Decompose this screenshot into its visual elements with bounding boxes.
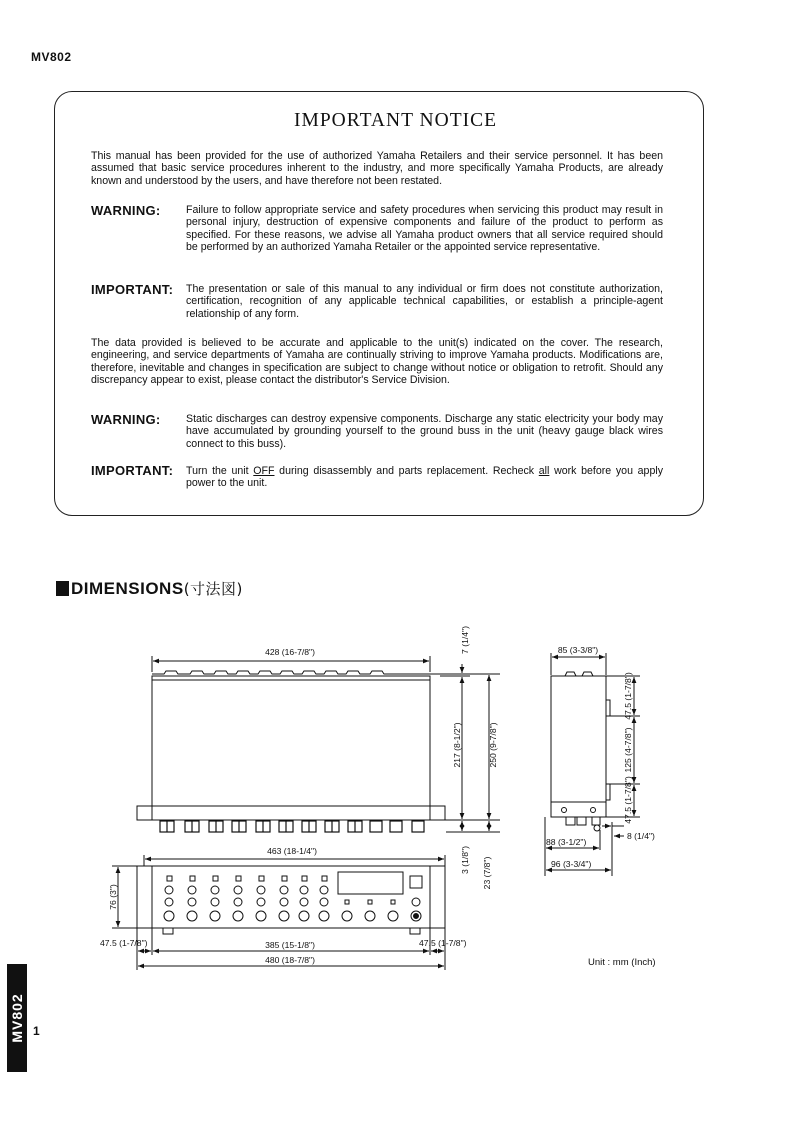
page-number: 1 bbox=[33, 1024, 40, 1038]
all-emphasis: all bbox=[538, 465, 550, 477]
notice-intro: This manual has been provided for the use of authorized Yamaha Retailers and their service personnel. It has been assumed that basic service procedures inherent to the industry, and more specifically Yamaha Products, are already known and understood by the users, and have therefore not been restated. bbox=[91, 150, 663, 187]
dim-side-top: 47.5 (1-7/8") bbox=[623, 672, 633, 720]
model-header: MV802 bbox=[31, 50, 72, 64]
dim-side-total: 96 (3-3/4") bbox=[551, 859, 592, 869]
unit-note: Unit : mm (Inch) bbox=[588, 957, 656, 968]
dim-knob-depth: 3 (1/8") bbox=[460, 846, 470, 874]
off-emphasis: OFF bbox=[253, 465, 275, 477]
dim-side-depth: 85 (3-3/8") bbox=[557, 645, 599, 655]
dim-total-depth: 250 (9-7/8") bbox=[488, 722, 498, 768]
dim-panel-height: 76 (3") bbox=[108, 884, 118, 910]
dim-ear-left: 47.5 (1-7/8") bbox=[100, 938, 148, 948]
warning1-text: Failure to follow appropriate service and safety procedures when servicing this product may result in personal injury, destruction of expensive components and failure of the product to perform as specified. For these reasons, we advise all Yamaha product owners that all service required should be performed by an authorized Yamaha Retailer or the appointed service representative. bbox=[186, 204, 663, 253]
important1-text: The presentation or sale of this manual to any individual or firm does not constitute authorization, certification, recognition of any applicable technical capabilities, or establish a principle-agent relationship of any form. bbox=[186, 283, 663, 320]
dim-ear-right: 47.5 (1-7/8") bbox=[419, 938, 467, 948]
dim-body-height: 217 (8-1/2") bbox=[452, 722, 462, 768]
notice-title: IMPORTANT NOTICE bbox=[293, 110, 498, 131]
warning2-label: WARNING: bbox=[91, 412, 161, 427]
front-view-drawing bbox=[112, 855, 445, 970]
data-paragraph: The data provided is believed to be accurate and applicable to the unit(s) indicated on the cover. The research, engineering, and service departments of Yamaha are continually striving to improve Yamaha products. Modifications are, therefore, inevitable and changes in specification are subject to change without notice or obligation to retrofit. Should any discrepancy appear to exist, please contact the distributor's Service Division. bbox=[91, 337, 663, 386]
important1-label: IMPORTANT: bbox=[91, 282, 174, 297]
important2-label: IMPORTANT: bbox=[91, 463, 174, 478]
dimensions-heading: DIMENSIONS(寸法図) bbox=[56, 578, 243, 599]
dim-knob-protrusion: 23 (7/8") bbox=[482, 856, 492, 890]
dim-panel-width: 463 (18-1/4") bbox=[267, 846, 317, 856]
dim-side-bottom: 47.5 (1-7/8") bbox=[623, 776, 633, 824]
dim-side-foot: 8 (1/4") bbox=[627, 831, 655, 841]
important2-text: Turn the unit OFF during disassembly and parts replacement. Recheck all work before you apply power to the unit. bbox=[186, 465, 663, 490]
warning2-text: Static discharges can destroy expensive components. Discharge any static electricity your body may have accumulated by grounding yourself to the ground buss in the unit (heavy gauge black wires connect to this buss). bbox=[186, 413, 663, 450]
dimension-labels bbox=[100, 626, 655, 965]
dim-top-gap: 7 (1/4") bbox=[460, 626, 470, 654]
warning1-label: WARNING: bbox=[91, 203, 161, 218]
dim-inner-width: 385 (15-1/8") bbox=[265, 940, 315, 950]
dim-overall-width: 480 (18-7/8") bbox=[265, 955, 315, 965]
dim-side-base: 88 (3-1/2") bbox=[546, 837, 587, 847]
top-view-drawing bbox=[137, 656, 500, 832]
dim-top-width: 428 (16-7/8") bbox=[265, 647, 315, 657]
dim-side-mid: 125 (4-7/8") bbox=[623, 727, 633, 773]
side-model-tab: MV802 bbox=[7, 964, 27, 1072]
